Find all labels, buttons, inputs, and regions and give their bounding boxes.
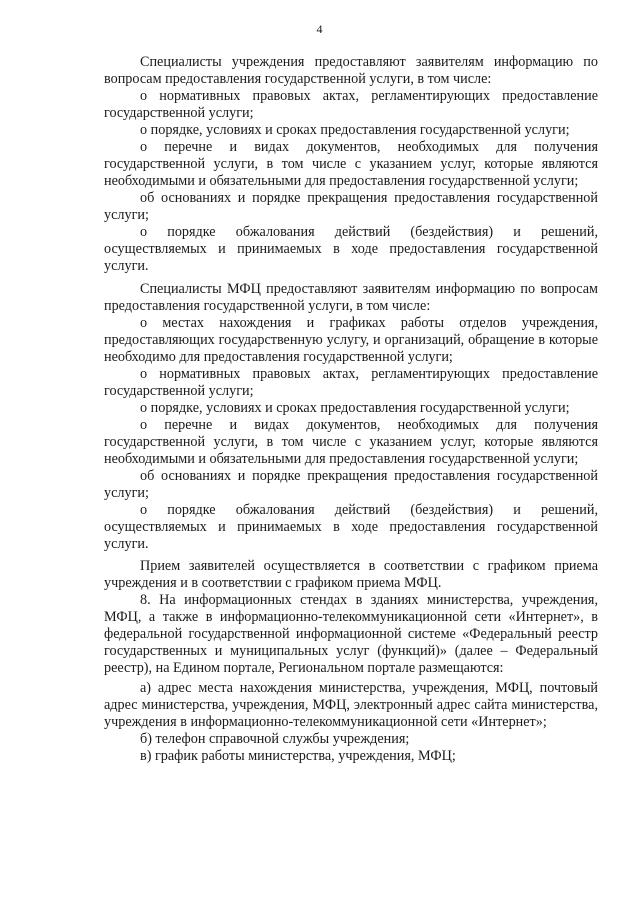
paragraph: об основаниях и порядке прекращения предоставления государственной услуги; xyxy=(104,190,598,223)
paragraph: 8. На информационных стендах в зданиях министерства, учреждения, МФЦ, а также в информационно-телекоммуникационной сети «Интернет», в федеральной государственной информационной системе «Федеральный реестр государственных и муниципальных услуг (функций)» (далее – Федеральный реестр), на Едином портале, Региональном портале размещаются: xyxy=(104,592,598,676)
paragraph: о нормативных правовых актах, регламентирующих предоставление государственной услуги; xyxy=(104,88,598,121)
paragraph: в) график работы министерства, учреждения, МФЦ; xyxy=(140,748,456,764)
paragraph: Специалисты учреждения предоставляют заявителям информацию по вопросам предоставления государственной услуги, в том числе: xyxy=(104,54,598,87)
paragraph: о местах нахождения и графиках работы отделов учреждения, предоставляющих государственную услугу, и организаций, обращение в которые необходимо для предоставления государственной услуги; xyxy=(104,314,598,365)
paragraph: а) адрес места нахождения министерства, учреждения, МФЦ, почтовый адрес министерства, учреждения, МФЦ, электронный адрес сайта министерства, учреждения в информационно-телекоммуникационной сети «Интернет»; xyxy=(104,680,598,730)
paragraph: Прием заявителей осуществляется в соответствии с графиком приема учреждения и в соответствии с графиком приема МФЦ. xyxy=(104,558,598,591)
paragraph: Специалисты МФЦ предоставляют заявителям информацию по вопросам предоставления государственной услуги, в том числе: xyxy=(104,280,598,314)
paragraph: б) телефон справочной службы учреждения; xyxy=(140,731,410,747)
paragraph: о порядке обжалования действий (бездействия) и решений, осуществляемых и принимаемых в ходе предоставления государственной услуги. xyxy=(104,501,598,552)
page-number: 4 xyxy=(316,22,323,36)
paragraph: о порядке, условиях и сроках предоставления государственной услуги; xyxy=(140,122,570,138)
paragraph: о перечне и видах документов, необходимых для получения государственной услуги, в том числе с указанием услуг, которые являются необходимыми и обязательными для предоставления государственной услуги; xyxy=(104,416,598,467)
paragraph: о порядке, условиях и сроках предоставления государственной услуги; xyxy=(140,399,570,416)
paragraph: о перечне и видах документов, необходимых для получения государственной услуги, в том числе с указанием услуг, которые являются необходимыми и обязательными для предоставления государственной услуги; xyxy=(104,139,598,189)
paragraph: о порядке обжалования действий (бездействия) и решений, осуществляемых и принимаемых в ходе предоставления государственной услуги. xyxy=(104,224,598,274)
paragraph: об основаниях и порядке прекращения предоставления государственной услуги; xyxy=(104,467,598,501)
paragraph: о нормативных правовых актах, регламентирующих предоставление государственной услуги; xyxy=(104,365,598,399)
document-body xyxy=(104,54,598,765)
